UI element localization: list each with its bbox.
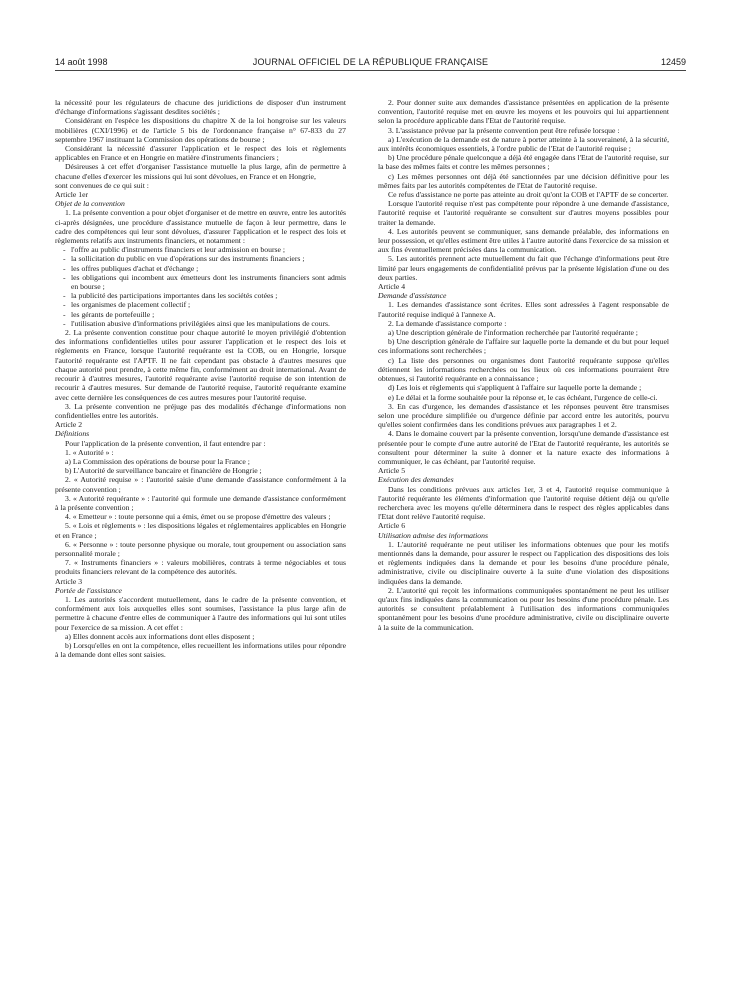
article-1-title: Objet de la convention xyxy=(55,199,125,209)
definition-line: 1. « Autorité » : xyxy=(65,447,114,457)
article-paragraph: 4. Les autorités peuvent se communiquer, sans demande préalable, des informations en leur possession, et qu'elles estiment être utiles à l'autre autorité dans l'exercice de sa mission et aux fins éventuellement précisées dans la communication. xyxy=(378,226,669,255)
header-page-number: 12459 xyxy=(660,57,686,67)
list-item: - l'utilisation abusive d'informations privilégiées ainsi que les manipulations de cours. xyxy=(55,319,346,328)
header-date: 14 août 1998 xyxy=(55,57,108,67)
page-header xyxy=(55,55,686,69)
article-paragraph: b) Une description générale de l'affaire sur laquelle porte la demande et du but pour lequel ces informations sont recherchées ; xyxy=(378,337,669,356)
article-4-heading: Article 4 xyxy=(378,282,406,292)
list-item: - la sollicitation du public en vue d'opérations sur des instruments financiers ; xyxy=(55,254,346,263)
article-paragraph: Ce refus d'assistance ne porte pas atteinte au droit qu'ont la COB et l'APTF de se concerter. xyxy=(388,190,669,200)
list-item: - les gérants de portefeuille ; xyxy=(55,310,346,319)
article-paragraph: 1. Les autorités s'accordent mutuellement, dans le cadre de la présente convention, et conformément aux lois auxquelles elles sont soumises, l'assistance la plus large afin de permettre à chacune d'entre elles de communiquer à l'autre des informations qui lui sont utiles pour l'exercice de sa mission. A cet effet : xyxy=(55,594,346,632)
article-paragraph: 2. Pour donner suite aux demandes d'assistance présentées en application de la présente convention, l'autorité requise met en œuvre les moyens et les pouvoirs qui lui appartiennent selon la procédure applicable dans l'Etat de l'autorité requise. xyxy=(378,98,669,126)
article-paragraph: 2. La demande d'assistance comporte : xyxy=(388,318,507,328)
article-paragraph: Lorsque l'autorité requise n'est pas compétente pour répondre à une demande d'assistance, l'autorité requise et l'autorité requérante se consultent sur d'autres moyens possibles pour traiter la demande. xyxy=(378,199,669,227)
article-paragraph: 3. L'assistance prévue par la présente convention peut être refusée lorsque : xyxy=(388,125,620,135)
article-paragraph: b) Lorsqu'elles en ont la compétence, elles recueillent les informations utiles pour répondre à la demande dont elles sont saisies. xyxy=(55,640,346,660)
definition-line: 3. « Autorité requérante » : l'autorité qui formule une demande d'assistance conformément à la présente convention ; xyxy=(55,493,346,512)
intro-paragraph: Considérant en l'espèce les dispositions du chapitre X de la loi hongroise sur les valeurs mobilières (CXI/1996) et de l'article 5 bis de l'ordonnance française n° 67-833 du 27 septembre 1967 instituant la Commission des opérations de bourse ; xyxy=(55,116,346,144)
article-paragraph: Pour l'application de la présente convention, il faut entendre par : xyxy=(65,438,266,448)
article-3-title: Portée de l'assistance xyxy=(55,585,122,595)
article-paragraph: 1. La présente convention a pour objet d'organiser et de mettre en œuvre, entre les autorités ci-après désignées, une procédure d'assistance mutuelle de façon à leur permettre, dans le cadre des compétences qui leur sont dévolues, d'assurer l'application et le respect des lois et règlements relatifs aux instruments financiers, et notamment : xyxy=(55,208,346,246)
article-paragraph: b) Une procédure pénale quelconque a déjà été engagée dans l'Etat de l'autorité requise, sur la base des mêmes faits et contre les mêmes personnes ; xyxy=(378,153,669,172)
intro-end: sont convenues de ce qui suit : xyxy=(55,180,149,190)
article-paragraph: 3. En cas d'urgence, les demandes d'assistance et les réponses peuvent être transmises selon une procédure simplifiée ou d'urgence définie par accord entre les autorités, pourvu qu'elles soient confirmées dans les conditions prévues aux paragraphes 1 et 2. xyxy=(378,401,669,430)
definition-line: 7. « Instruments financiers » : valeurs mobilières, contrats à terme négociables et tous produits financiers relevant de la compétence des autorités. xyxy=(55,558,346,577)
article-paragraph: d) Les lois et règlements qui s'appliquent à l'affaire sur laquelle porte la demande ; xyxy=(388,383,642,393)
article-paragraph: e) Le délai et la forme souhaitée pour la réponse et, le cas échéant, l'urgence de celle-ci. xyxy=(388,392,658,402)
article-paragraph: a) Elles donnent accès aux informations dont elles disposent ; xyxy=(65,631,255,641)
right-column xyxy=(378,98,669,632)
header-rule xyxy=(55,70,686,71)
article-1-heading: Article 1er xyxy=(55,190,89,200)
article-paragraph: 2. La présente convention constitue pour chaque autorité le moyen privilégié d'obtention des informations confidentielles utiles pour assurer l'application et le respect des lois et règlements en France, lorsque l'autorité requérante est la COB, ou en Hongrie, lorsque l'autorité requérante est l'APTF. Il ne fait cependant pas obstacle à d'autres mesures que chaque autorité peut prendre, à cette même fin, conformément au droit international. Avant de recourir à d'autres mesures, l'autorité requérante avise l'autorité requise de son intention de recourir à d'autres mesures. Sur demande de l'autorité requise, l'autorité requérante examine avec cette dernière les conséquences de ces autres mesures pour l'autorité requise. xyxy=(55,328,346,402)
article-2-heading: Article 2 xyxy=(55,420,83,430)
article-6-heading: Article 6 xyxy=(378,521,406,531)
left-column xyxy=(55,98,346,659)
article-paragraph: 4. Dans le domaine couvert par la présente convention, lorsqu'une demande d'assistance est présentée pour le compte d'une autre autorité de l'Etat de l'autorité requérante, les autorités se consultent pour déterminer la suite à donner et la nature exacte des informations à communiquer, le cas échéant, par l'autorité requise. xyxy=(378,429,669,466)
definition-line: 5. « Lois et règlements » : les dispositions légales et réglementaires applicables en Hongrie et en France ; xyxy=(55,521,346,540)
article-paragraph: Dans les conditions prévues aux articles 1er, 3 et 4, l'autorité requise communique à l'autorité requérante les éléments d'information que l'autorité requise détient déjà ou qu'elle recherchera avec les moyens qu'elle déterminera dans le respect des règles applicables dans l'Etat dont relève l'autorité requise. xyxy=(378,484,669,522)
article-4-title: Demande d'assistance xyxy=(378,291,447,301)
definition-line: b) L'Autorité de surveillance bancaire et financière de Hongrie ; xyxy=(65,466,262,476)
list-item: - l'offre au public d'instruments financiers et leur admission en bourse ; xyxy=(55,245,346,254)
article-paragraph: 5. Les autorités prennent acte mutuellement du fait que l'échange d'informations peut être limité par leurs engagements de confidentialité prévus par la présente législation d'une ou des deux parties. xyxy=(378,254,669,282)
article-2-title: Définitions xyxy=(55,429,90,439)
intro-paragraph: la nécessité pour les régulateurs de chacune des juridictions de disposer d'un instrument d'échange d'informations s'agissant desdites sociétés ; xyxy=(55,98,346,117)
article-6-title: Utilisation admise des informations xyxy=(378,530,488,540)
article-paragraph: 1. Les demandes d'assistance sont écrites. Elles sont adressées à l'agent responsable de l'autorité requise indiqué à l'annexe A. xyxy=(378,300,669,319)
article-paragraph: c) Les mêmes personnes ont déjà été sanctionnées par une décision définitive pour les mêmes faits par les autorités compétentes de l'Etat de l'autorité requise. xyxy=(378,171,669,190)
article-3-heading: Article 3 xyxy=(55,576,83,586)
list-item: - la publicité des participations importantes dans les sociétés cotées ; xyxy=(55,291,346,300)
article-paragraph: a) L'exécution de la demande est de nature à porter atteinte à la souveraineté, à la sécurité, aux intérêts économiques essentiels, à l'ordre public de l'Etat de l'autorité requise ; xyxy=(378,134,669,154)
definition-line: a) La Commission des opérations de bourse pour la France ; xyxy=(65,456,250,466)
article-paragraph: a) Une description générale de l'information recherchée par l'autorité requérante ; xyxy=(388,328,638,338)
article-paragraph: 1. L'autorité requérante ne peut utiliser les informations obtenues que pour les motifs mentionnés dans la demande, pour assurer le respect ou l'application des dispositions des lois et règlements indiquées dans la demande et pour les besoins d'une procédure pénale, administrative, civile ou disciplinaire ouverte à la suite d'une violation des dispositions indiquées dans la demande. xyxy=(378,539,669,586)
article-paragraph: c) La liste des personnes ou organismes dont l'autorité requérante suppose qu'elles détiennent les informations recherchées ou les lieux où ces informations pourraient être obtenues, si l'autorité requérante en a connaissance ; xyxy=(378,355,669,384)
article-5-heading: Article 5 xyxy=(378,466,406,476)
article-paragraph: 3. La présente convention ne préjuge pas des modalités d'échange d'informations non confidentielles entre les autorités. xyxy=(55,401,346,420)
intro-paragraph: Considérant la nécessité d'assurer l'application et le respect des lois et règlements applicables en France et en Hongrie en matière d'instruments financiers ; xyxy=(55,144,346,163)
list-item: - les organismes de placement collectif ; xyxy=(55,300,346,309)
article-paragraph: 2. L'autorité qui reçoit les informations communiquées spontanément ne peut les utiliser qu'aux fins indiquées dans la communication ou pour les besoins d'une procédure pénale. Les autorités se consultent préalablement à l'utilisation des informations communiquées spontanément pour les besoins d'une procédure administrative, civile ou disciplinaire ouverte à la suite de la communication. xyxy=(378,585,669,632)
definition-line: 6. « Personne » : toute personne physique ou morale, tout groupement ou association sans personnalité morale ; xyxy=(55,539,346,558)
definition-line: 4. « Emetteur » : toute personne qui a émis, émet ou se propose d'émettre des valeurs ; xyxy=(65,512,331,522)
list-item: - les offres publiques d'achat et d'échange ; xyxy=(55,264,346,273)
list-item: - les obligations qui incombent aux émetteurs dont les instruments financiers sont admis en bourse ; xyxy=(55,273,346,291)
definition-line: 2. « Autorité requise » : l'autorité saisie d'une demande d'assistance conformément à la présente convention ; xyxy=(55,475,346,494)
article-5-title: Exécution des demandes xyxy=(378,475,454,485)
header-title: JOURNAL OFFICIEL DE LA RÉPUBLIQUE FRANÇAISE xyxy=(252,57,489,67)
intro-paragraph: Désireuses à cet effet d'organiser l'assistance mutuelle la plus large, afin de permettre à chacune d'elles d'exercer les missions qui lui sont dévolues, en France et en Hongrie, xyxy=(55,162,346,181)
